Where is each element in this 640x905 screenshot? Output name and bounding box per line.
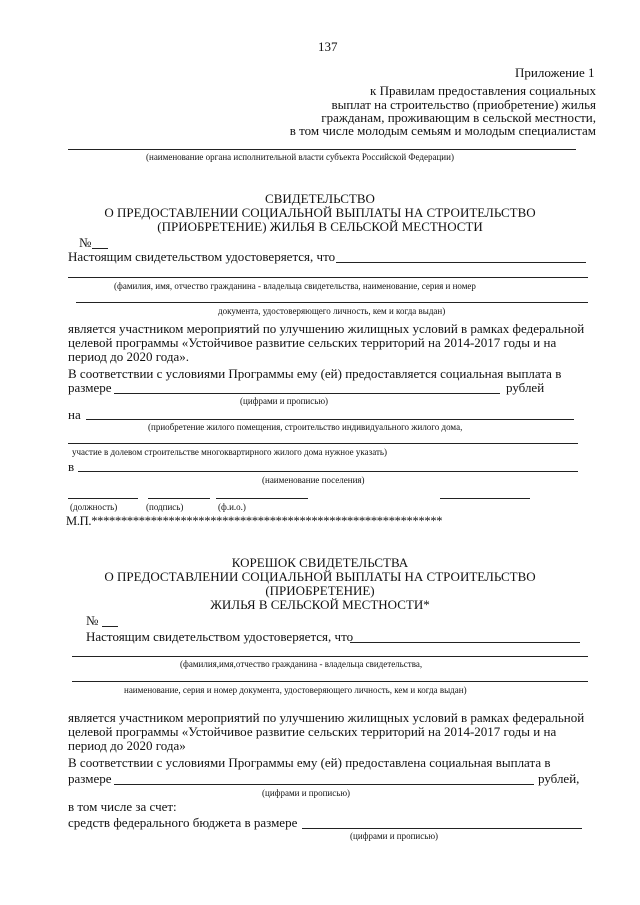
appendix-line: в том числе молодым семьям и молодым специалистам — [289, 123, 596, 138]
stub-number-label: № — [86, 613, 99, 628]
appendix-line: гражданам, проживающим в сельской местности, — [321, 110, 596, 125]
certifies-text: Настоящим свидетельством удостоверяется, что — [68, 249, 336, 264]
stub-document-field-line[interactable] — [72, 681, 588, 682]
stub-number-field[interactable] — [102, 626, 118, 627]
stub-amount-caption: (цифрами и прописью) — [262, 788, 351, 798]
position-field[interactable] — [68, 498, 138, 499]
stub-holder-field-line[interactable] — [72, 656, 588, 657]
amount-unit: рублей — [506, 380, 545, 395]
participant-text: период до 2020 года». — [68, 349, 190, 364]
stub-participant-text: целевой программы «Устойчивое развитие сельских территорий на 2014-2017 годы и на — [68, 724, 557, 739]
appendix-line: выплат на строительство (приобретение) жилья — [331, 97, 596, 112]
amount-label: размере — [68, 380, 112, 395]
participant-text: является участником мероприятий по улучшению жилищных условий в рамках федеральной — [68, 321, 585, 336]
purpose-field[interactable] — [86, 419, 574, 420]
stub-amount-unit: рублей, — [538, 771, 580, 786]
federal-label: средств федерального бюджета в размере — [68, 815, 298, 830]
participant-text: целевой программы «Устойчивое развитие сельских территорий на 2014-2017 годы и на — [68, 335, 557, 350]
holder-caption: (фамилия, имя, отчество гражданина - владельца свидетельства, наименование, серия и номер — [114, 281, 476, 291]
including-text: в том числе за счет: — [68, 799, 177, 814]
certificate-title: О ПРЕДОСТАВЛЕНИИ СОЦИАЛЬНОЙ ВЫПЛАТЫ НА СТРОИТЕЛЬСТВО — [104, 205, 536, 220]
page-number: 137 — [318, 39, 338, 54]
appendix-line: к Правилам предоставления социальных — [370, 83, 596, 98]
in-label: в — [68, 459, 75, 474]
seal-line: М.П.*********************************************************** — [66, 514, 443, 528]
purpose-caption: (приобретение жилого помещения, строительство индивидуального жилого дома, — [148, 422, 463, 432]
purpose-field-line[interactable] — [68, 443, 578, 444]
certificate-title: (ПРИОБРЕТЕНИЕ) ЖИЛЬЯ В СЕЛЬСКОЙ МЕСТНОСТИ — [157, 219, 483, 234]
stub-holder-field[interactable] — [350, 642, 580, 643]
holder-field-line[interactable] — [68, 277, 588, 278]
sig-position-caption: (должность) — [70, 502, 118, 512]
stub-amount-label: размере — [68, 771, 112, 786]
name-field[interactable] — [216, 498, 308, 499]
stub-certifies-text: Настоящим свидетельством удостоверяется, что — [86, 629, 354, 644]
date-field[interactable] — [440, 498, 530, 499]
stub-title: КОРЕШОК СВИДЕТЕЛЬСТВА — [231, 555, 409, 570]
document-field-line[interactable] — [76, 302, 588, 303]
stub-amount-field[interactable] — [114, 784, 534, 785]
document-caption: документа, удостоверяющего личность, кем и когда выдан) — [218, 306, 446, 316]
stub-participant-text: период до 2020 года» — [68, 738, 186, 753]
settlement-field[interactable] — [78, 471, 578, 472]
shared-caption: участие в долевом строительстве многоквартирного жилого дома нужное указать) — [72, 447, 388, 457]
stub-title: (ПРИОБРЕТЕНИЕ) — [265, 583, 375, 598]
on-label: на — [68, 407, 81, 422]
amount-caption: (цифрами и прописью) — [240, 396, 329, 406]
stub-holder-caption: (фамилия,имя,отчество гражданина - владельца свидетельства, — [180, 659, 423, 669]
federal-amount-caption: (цифрами и прописью) — [350, 831, 439, 841]
program-text: В соответствии с условиями Программы ему (ей) предоставляется социальная выплата в — [68, 366, 562, 381]
stub-program-text: В соответствии с условиями Программы ему (ей) предоставлена социальная выплата в — [68, 755, 551, 770]
federal-amount-field[interactable] — [302, 828, 582, 829]
sig-signature-caption: (подпись) — [146, 502, 184, 512]
number-label: № — [79, 235, 92, 250]
stub-title: О ПРЕДОСТАВЛЕНИИ СОЦИАЛЬНОЙ ВЫПЛАТЫ НА СТРОИТЕЛЬСТВО — [104, 569, 536, 584]
stub-title: ЖИЛЬЯ В СЕЛЬСКОЙ МЕСТНОСТИ* — [210, 597, 430, 612]
certificate-title: СВИДЕТЕЛЬСТВО — [265, 191, 375, 206]
signature-field[interactable] — [148, 498, 210, 499]
holder-field[interactable] — [336, 262, 586, 263]
sig-name-caption: (ф.и.о.) — [218, 502, 246, 512]
settlement-caption: (наименование поселения) — [262, 475, 365, 485]
amount-field[interactable] — [114, 393, 500, 394]
appendix-title: Приложение 1 — [515, 65, 595, 80]
stub-participant-text: является участником мероприятий по улучшению жилищных условий в рамках федеральной — [68, 710, 585, 725]
authority-underline — [68, 149, 576, 150]
stub-document-caption: наименование, серия и номер документа, удостоверяющего личность, кем и когда выдан) — [124, 685, 467, 695]
authority-caption: (наименование органа исполнительной власти субъекта Российской Федерации) — [146, 152, 454, 162]
